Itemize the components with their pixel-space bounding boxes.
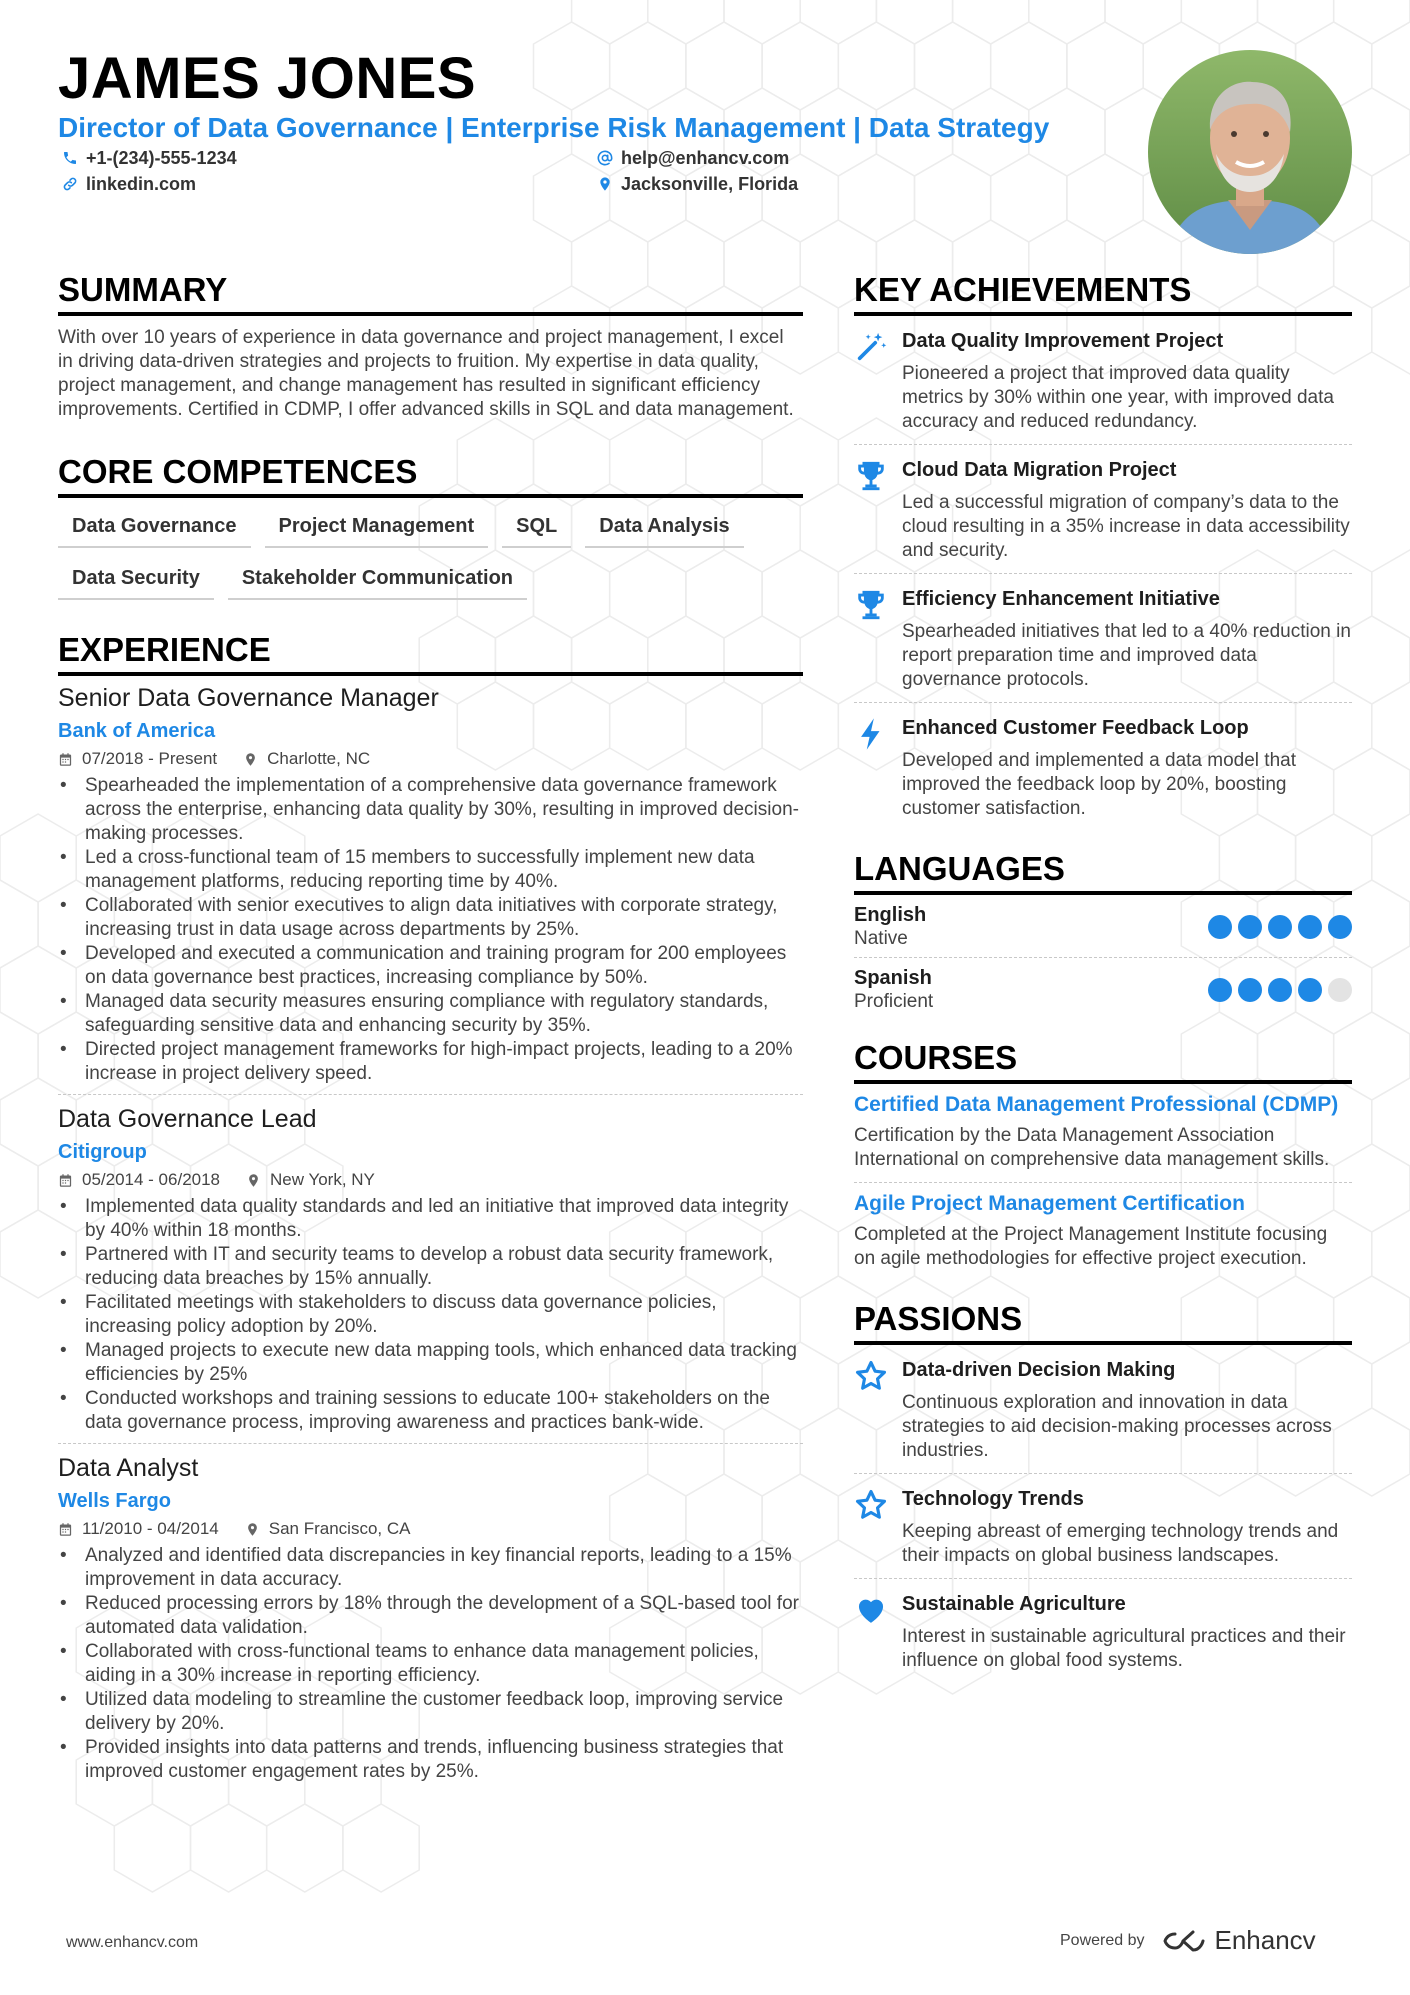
achievement-title: Efficiency Enhancement Initiative — [902, 588, 1220, 610]
skill-tag: Data Analysis — [585, 510, 743, 548]
calendar-icon — [58, 1522, 73, 1537]
job-bullet: • Collaborated with cross-functional teams to enhance data management policies, aiding in a 30% increase in reporting efficiency. — [58, 1640, 803, 1688]
job-title: Senior Data Governance Manager — [58, 684, 439, 712]
linkedin-text: linkedin.com — [86, 174, 197, 194]
language-rating — [1208, 978, 1352, 1002]
job-entry — [58, 1103, 803, 1444]
summary-section — [58, 270, 803, 422]
course-desc: Certification by the Data Management Association International on comprehensive data management skills. — [854, 1125, 1330, 1170]
company-name: Bank of America — [58, 720, 216, 742]
powered-by-label: Powered by — [1060, 1931, 1145, 1949]
rating-dot-filled — [1208, 978, 1232, 1002]
language-name: English — [854, 904, 927, 926]
courses-title: COURSES — [854, 1038, 1352, 1084]
job-bullet: • Spearheaded the implementation of a comprehensive data governance framework across the enterprise, enhancing data quality by 30%, resulting in improved decision-making processes. — [58, 774, 803, 846]
job-title: Data Analyst — [58, 1454, 199, 1482]
achievements-section — [854, 270, 1352, 831]
passions-section — [854, 1299, 1352, 1683]
job-bullet: • Led a cross-functional team of 15 members to successfully implement new data management platforms, reducing reporting time by 40%. — [58, 846, 803, 894]
phone-icon — [62, 150, 78, 166]
course-item — [854, 1183, 1352, 1281]
languages-title: LANGUAGES — [854, 849, 1352, 895]
job-bullet: • Developed and executed a communication and training program for 200 employees on data governance best practices, increasing compliance by 50%. — [58, 942, 803, 990]
candidate-name: JAMES JONES — [58, 46, 477, 111]
lightning-icon — [854, 717, 888, 751]
phone-text: +1-(234)-555-1234 — [86, 148, 237, 168]
course-desc: Completed at the Project Management Institute focusing on agile methodologies for effective project execution. — [854, 1224, 1328, 1269]
skill-tag: Data Security — [58, 562, 214, 600]
job-bullet: • Partnered with IT and security teams to develop a robust data security framework, reducing data breaches by 15% annually. — [58, 1243, 803, 1291]
passion-title: Sustainable Agriculture — [902, 1593, 1126, 1615]
rating-dot-filled — [1208, 915, 1232, 939]
achievement-title: Data Quality Improvement Project — [902, 330, 1224, 352]
job-bullet: • Collaborated with senior executives to align data initiatives with corporate strategy, increasing trust in data usage across departments by 25%. — [58, 894, 803, 942]
trophy-icon — [854, 459, 888, 493]
job-location-text: Charlotte, NC — [267, 749, 371, 768]
job-location — [246, 1169, 375, 1191]
job-entry — [58, 1452, 803, 1792]
job-location — [245, 1518, 411, 1540]
passion-item — [854, 1474, 1352, 1579]
competences-title: CORE COMPETENCES — [58, 452, 803, 498]
achievement-title: Enhanced Customer Feedback Loop — [902, 717, 1249, 739]
location-pin-icon — [243, 752, 258, 767]
trophy-icon — [854, 588, 888, 622]
job-bullets — [58, 1195, 803, 1435]
language-level: Proficient — [854, 991, 934, 1012]
experience-section — [58, 630, 803, 1792]
course-title: Certified Data Management Professional (CDMP) — [854, 1093, 1339, 1116]
right-column — [854, 270, 1352, 1683]
achievement-desc: Pioneered a project that improved data quality metrics by 30% within one year, with improved data accuracy and reduced redundancy. — [902, 363, 1334, 432]
passion-item — [854, 1345, 1352, 1474]
passion-desc: Keeping abreast of emerging technology trends and their impacts on global business landscapes. — [902, 1521, 1339, 1566]
job-location — [243, 748, 370, 770]
languages-section — [854, 849, 1352, 1020]
rating-dot-filled — [1238, 915, 1262, 939]
passion-title: Data-driven Decision Making — [902, 1359, 1176, 1381]
star-icon — [854, 1359, 888, 1393]
heart-icon — [854, 1593, 888, 1627]
course-title: Agile Project Management Certification — [854, 1192, 1245, 1215]
job-meta — [58, 748, 803, 770]
job-dates: 11/2010 - 04/2014 — [82, 1519, 219, 1538]
linkedin-contact[interactable] — [62, 174, 196, 194]
job-bullet: • Implemented data quality standards and led an initiative that improved data integrity by 40% within 18 months. — [58, 1195, 803, 1243]
job-meta — [58, 1518, 803, 1540]
job-bullet: • Reduced processing errors by 18% through the development of a SQL-based tool for automated data validation. — [58, 1592, 803, 1640]
profile-photo — [1148, 50, 1352, 254]
job-bullet: • Managed projects to execute new data mapping tools, which enhanced data tracking efficiencies by 25% — [58, 1339, 803, 1387]
passion-title: Technology Trends — [902, 1488, 1084, 1510]
summary-title: SUMMARY — [58, 270, 803, 316]
brand-name: Enhancv — [1214, 1925, 1316, 1955]
job-entry — [58, 682, 803, 1095]
course-item — [854, 1084, 1352, 1183]
job-dates: 07/2018 - Present — [82, 749, 218, 768]
enhancv-logo-icon — [1161, 1928, 1207, 1954]
job-meta — [58, 1169, 803, 1191]
achievement-desc: Spearheaded initiatives that led to a 40% reduction in report preparation time and improved data governance protocols. — [902, 621, 1351, 690]
skill-tag: Data Governance — [58, 510, 251, 548]
job-bullet: • Conducted workshops and training sessions to educate 100+ stakeholders on the data governance process, improving awareness and practices bank-wide. — [58, 1387, 803, 1435]
achievement-item — [854, 703, 1352, 831]
magic-wand-icon — [854, 330, 888, 364]
passions-title: PASSIONS — [854, 1299, 1352, 1345]
job-location-text: New York, NY — [270, 1170, 375, 1189]
rating-dot-empty — [1328, 978, 1352, 1002]
rating-dot-filled — [1268, 978, 1292, 1002]
location-pin-icon — [597, 176, 613, 192]
skill-tag: Project Management — [265, 510, 489, 548]
skills-list — [58, 510, 803, 600]
language-name: Spanish — [854, 967, 932, 989]
job-bullets — [58, 1544, 803, 1784]
achievements-title: KEY ACHIEVEMENTS — [854, 270, 1352, 316]
company-name: Citigroup — [58, 1141, 147, 1163]
achievement-desc: Developed and implemented a data model that improved the feedback loop by 20%, boosting customer satisfaction. — [902, 750, 1296, 819]
experience-title: EXPERIENCE — [58, 630, 803, 676]
passion-desc: Interest in sustainable agricultural practices and their influence on global food systems. — [902, 1626, 1346, 1671]
company-name: Wells Fargo — [58, 1490, 171, 1512]
job-bullet: • Directed project management frameworks for high-impact projects, leading to a 20% increase in project delivery speed. — [58, 1038, 803, 1086]
rating-dot-filled — [1298, 915, 1322, 939]
language-item — [854, 895, 1352, 958]
phone-contact[interactable] — [62, 148, 237, 168]
job-bullet: • Analyzed and identified data discrepancies in key financial reports, leading to a 15% improvement in data accuracy. — [58, 1544, 803, 1592]
location-contact — [597, 174, 798, 194]
achievement-title: Cloud Data Migration Project — [902, 459, 1177, 481]
skill-tag: Stakeholder Communication — [228, 562, 527, 600]
language-level: Native — [854, 928, 908, 949]
job-location-text: San Francisco, CA — [268, 1519, 411, 1538]
calendar-icon — [58, 1173, 73, 1188]
achievement-item — [854, 445, 1352, 574]
job-dates: 05/2014 - 06/2018 — [82, 1170, 221, 1189]
location-text: Jacksonville, Florida — [621, 174, 799, 194]
achievement-item — [854, 316, 1352, 445]
skill-tag: SQL — [502, 510, 571, 548]
rating-dot-filled — [1268, 915, 1292, 939]
star-icon — [854, 1488, 888, 1522]
language-item — [854, 958, 1352, 1020]
job-bullet: • Provided insights into data patterns and trends, influencing business strategies that improved customer engagement rates by 25%. — [58, 1736, 803, 1784]
link-icon — [62, 176, 78, 192]
email-contact[interactable] — [597, 148, 789, 168]
rating-dot-filled — [1238, 978, 1262, 1002]
competences-section — [58, 452, 803, 600]
job-title: Data Governance Lead — [58, 1105, 317, 1133]
email-text: help@enhancv.com — [621, 148, 790, 168]
location-pin-icon — [246, 1173, 261, 1188]
passion-desc: Continuous exploration and innovation in data strategies to aid decision-making processes across industries. — [902, 1392, 1332, 1461]
job-bullet: • Facilitated meetings with stakeholders to discuss data governance policies, increasing policy adoption by 20%. — [58, 1291, 803, 1339]
achievement-item — [854, 574, 1352, 703]
summary-text: With over 10 years of experience in data governance and project management, I excel in driving data-driven strategies and projects to fruition. My expertise in data quality, project management, and change management has resulted in significant efficiency improvements. Certified in CDMP, I offer advanced skills in SQL and data management. — [58, 327, 794, 420]
job-bullets — [58, 774, 803, 1086]
language-rating — [1208, 915, 1352, 939]
passion-item — [854, 1579, 1352, 1683]
job-bullet: • Managed data security measures ensuring compliance with regulatory standards, safeguarding sensitive data and enhancing security by 35%. — [58, 990, 803, 1038]
footer-branding — [1060, 1925, 1316, 1956]
candidate-headline: Director of Data Governance | Enterprise Risk Management | Data Strategy — [58, 112, 1050, 143]
left-column — [58, 270, 803, 1800]
enhancv-logo[interactable] — [1161, 1925, 1316, 1956]
rating-dot-filled — [1298, 978, 1322, 1002]
calendar-icon — [58, 752, 73, 767]
location-pin-icon — [245, 1522, 260, 1537]
job-bullet: • Utilized data modeling to streamline the customer feedback loop, improving service delivery by 20%. — [58, 1688, 803, 1736]
rating-dot-filled — [1328, 915, 1352, 939]
courses-section — [854, 1038, 1352, 1281]
at-icon — [597, 150, 613, 166]
footer-website[interactable]: www.enhancv.com — [66, 1934, 199, 1951]
achievement-desc: Led a successful migration of company’s data to the cloud resulting in a 35% increase in data accessibility and security. — [902, 492, 1350, 561]
